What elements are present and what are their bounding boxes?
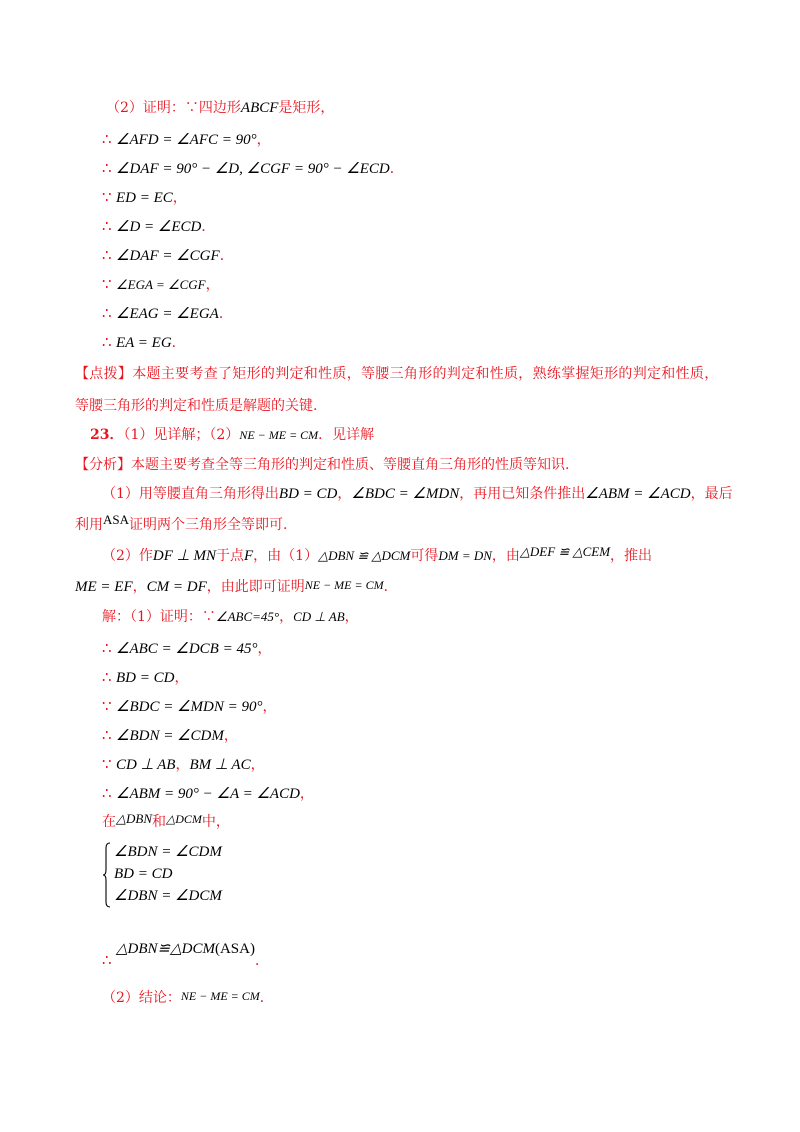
q23-answer-line — [90, 425, 374, 445]
math: ∠ABC = ∠DCB = 45° — [116, 641, 258, 657]
text: ，由（1） — [253, 548, 319, 564]
q23-equation: NE − ME = CM — [239, 428, 319, 442]
proof-step-5 — [102, 245, 234, 266]
text: 解：（1）证明：∵ — [102, 609, 216, 625]
math: BD = CD — [116, 670, 175, 686]
punct: ． — [171, 335, 186, 351]
text: 和 — [152, 814, 166, 830]
proof-math: EA = EG — [116, 335, 172, 351]
text: 于点 — [215, 548, 244, 564]
math: ∠ABM = ∠ACD — [585, 486, 691, 502]
math-abcf: ABCF — [240, 100, 279, 116]
proof-math: ∠AFD = ∠AFC = 90° — [116, 132, 257, 148]
punct: ． — [201, 219, 216, 235]
proof-intro-text: （2）证明：∵四边形 — [106, 100, 241, 116]
because-symbol: ∵ — [102, 188, 112, 206]
math: (ASA) — [214, 941, 255, 957]
therefore-symbol: ∴ — [102, 130, 112, 148]
math: CM = DF — [146, 579, 207, 595]
therefore-symbol: ∴ — [102, 951, 112, 969]
therefore-symbol: ∴ — [102, 333, 112, 351]
math: ME = EF — [75, 579, 133, 595]
because-symbol: ∵ — [102, 275, 112, 293]
text: （2）结论： — [102, 990, 181, 1006]
math: NE − ME = CM — [304, 578, 384, 592]
punct: ． — [259, 990, 274, 1006]
system-eq-2: BD = CD — [114, 866, 173, 882]
conclusion-line — [102, 941, 269, 969]
punct: ． — [219, 248, 234, 264]
analysis-p2-line1 — [102, 546, 652, 566]
solution-step-6 — [102, 783, 314, 804]
analysis-title: 【分析】本题主要考查全等三角形的判定和性质、等腰直角三角形的性质等知识. — [75, 457, 570, 473]
math: △DEF ≌ △CEM — [519, 544, 611, 559]
solution-step-5 — [102, 754, 265, 775]
text: 中， — [201, 814, 230, 830]
punct: ， — [256, 132, 271, 148]
punct: ． — [218, 306, 233, 322]
math: F — [243, 548, 254, 564]
proof-step-2 — [102, 158, 404, 179]
text: ， — [279, 609, 294, 625]
proof-intro-tail: 是矩形， — [278, 100, 335, 116]
therefore-symbol: ∴ — [102, 304, 112, 322]
punct: ， — [174, 670, 189, 686]
math: ∠BDN = ∠CDM — [116, 728, 224, 744]
therefore-symbol: ∴ — [102, 784, 112, 802]
math: DM = DN — [438, 548, 492, 563]
therefore-symbol: ∴ — [102, 639, 112, 657]
proof-step-7 — [102, 303, 233, 324]
solution-step-4 — [102, 725, 238, 746]
punct: ， — [262, 699, 277, 715]
therefore-symbol: ∴ — [102, 668, 112, 686]
math: BM ⊥ AC — [189, 757, 251, 773]
math: △DBN≌△DCM — [116, 941, 215, 957]
text: ， — [344, 609, 359, 625]
system-eq-3: ∠DBN = ∠DCM — [114, 888, 222, 904]
question-number: 23． — [90, 427, 124, 443]
text: 证明两个三角形全等即可. — [129, 517, 288, 533]
analysis-p1-line1 — [102, 484, 733, 504]
proof-step-8 — [102, 332, 186, 353]
math: △DCM — [166, 812, 202, 826]
punct: ， — [257, 641, 272, 657]
punct: ， — [250, 757, 265, 773]
proof-math: ∠D = ∠ECD — [116, 219, 202, 235]
math: ∠ABM = 90° − ∠A = ∠ACD — [116, 786, 300, 802]
proof-math: ∠EGA = ∠CGF — [116, 277, 206, 292]
math: DF ⊥ MN — [152, 548, 216, 564]
proof-intro-line — [106, 98, 334, 118]
solution-step-3 — [102, 696, 276, 717]
solution-step-1 — [102, 638, 271, 659]
proof-step-6 — [102, 274, 220, 295]
left-brace-icon — [102, 842, 112, 908]
therefore-symbol: ∴ — [102, 246, 112, 264]
punct: ， — [175, 757, 190, 773]
text: ， — [132, 579, 147, 595]
punct: ． — [254, 953, 269, 969]
punct: ， — [205, 277, 220, 293]
math: ASA — [103, 512, 130, 527]
analysis-p1-line2 — [75, 512, 288, 535]
text: ， — [337, 486, 352, 502]
punct: ． — [389, 161, 404, 177]
text: ，再用已知条件推出 — [459, 486, 586, 502]
because-symbol: ∵ — [102, 755, 112, 773]
text: （1）用等腰直角三角形得出 — [102, 486, 279, 502]
therefore-symbol: ∴ — [102, 217, 112, 235]
proof-step-3 — [102, 187, 187, 208]
punct: ， — [223, 728, 238, 744]
analysis-p2-line2 — [75, 577, 398, 597]
math: ∠BDC = ∠MDN — [351, 486, 460, 502]
math: CD ⊥ AB — [293, 609, 345, 624]
math: NE − ME = CM — [180, 989, 260, 1003]
q23-answer-tail: ．见详解 — [318, 427, 375, 443]
math: ∠ABC=45° — [215, 609, 280, 624]
math: CD ⊥ AB — [116, 757, 176, 773]
system-eq-1: ∠BDN = ∠CDM — [114, 844, 222, 860]
equation-system — [102, 842, 302, 908]
in-triangles-line — [102, 812, 230, 832]
proof-math: ∠DAF = 90° − ∠D, ∠CGF = 90° − ∠ECD — [116, 161, 390, 177]
math: BD = CD — [278, 486, 338, 502]
text: ，推出 — [610, 548, 653, 564]
tip-line-2: 等腰三角形的判定和性质是解题的关键. — [75, 398, 318, 414]
text: ，由 — [491, 548, 520, 564]
solution-intro — [102, 607, 359, 627]
text: ，由此即可证明 — [206, 579, 305, 595]
therefore-symbol: ∴ — [102, 726, 112, 744]
proof-step-1 — [102, 129, 271, 150]
text: 可得 — [410, 548, 439, 564]
math: △DBN — [116, 811, 152, 826]
proof-step-4 — [102, 216, 215, 237]
text: 在 — [102, 814, 116, 830]
proof-math: ∠EAG = ∠EGA — [116, 306, 219, 322]
proof-math: ∠DAF = ∠CGF — [116, 248, 220, 264]
math: ∠BDC = ∠MDN = 90° — [116, 699, 263, 715]
tip-line-1: 【点拨】本题主要考查了矩形的判定和性质，等腰三角形的判定和性质，熟练掌握矩形的判定和性质， — [75, 366, 719, 382]
math: △DBN ≌ △DCM — [318, 548, 411, 563]
text: 利用 — [75, 517, 103, 533]
because-symbol: ∵ — [102, 697, 112, 715]
text: （2）作 — [102, 548, 153, 564]
text: ，最后 — [690, 486, 733, 502]
therefore-symbol: ∴ — [102, 159, 112, 177]
q23-answer-text: （1）见详解；（2） — [123, 427, 240, 443]
solution-step-2 — [102, 667, 188, 688]
punct: ， — [172, 190, 187, 206]
punct: ， — [299, 786, 314, 802]
proof-math: ED = EC — [116, 190, 173, 206]
text: ． — [383, 579, 398, 595]
part2-conclusion — [102, 988, 274, 1008]
